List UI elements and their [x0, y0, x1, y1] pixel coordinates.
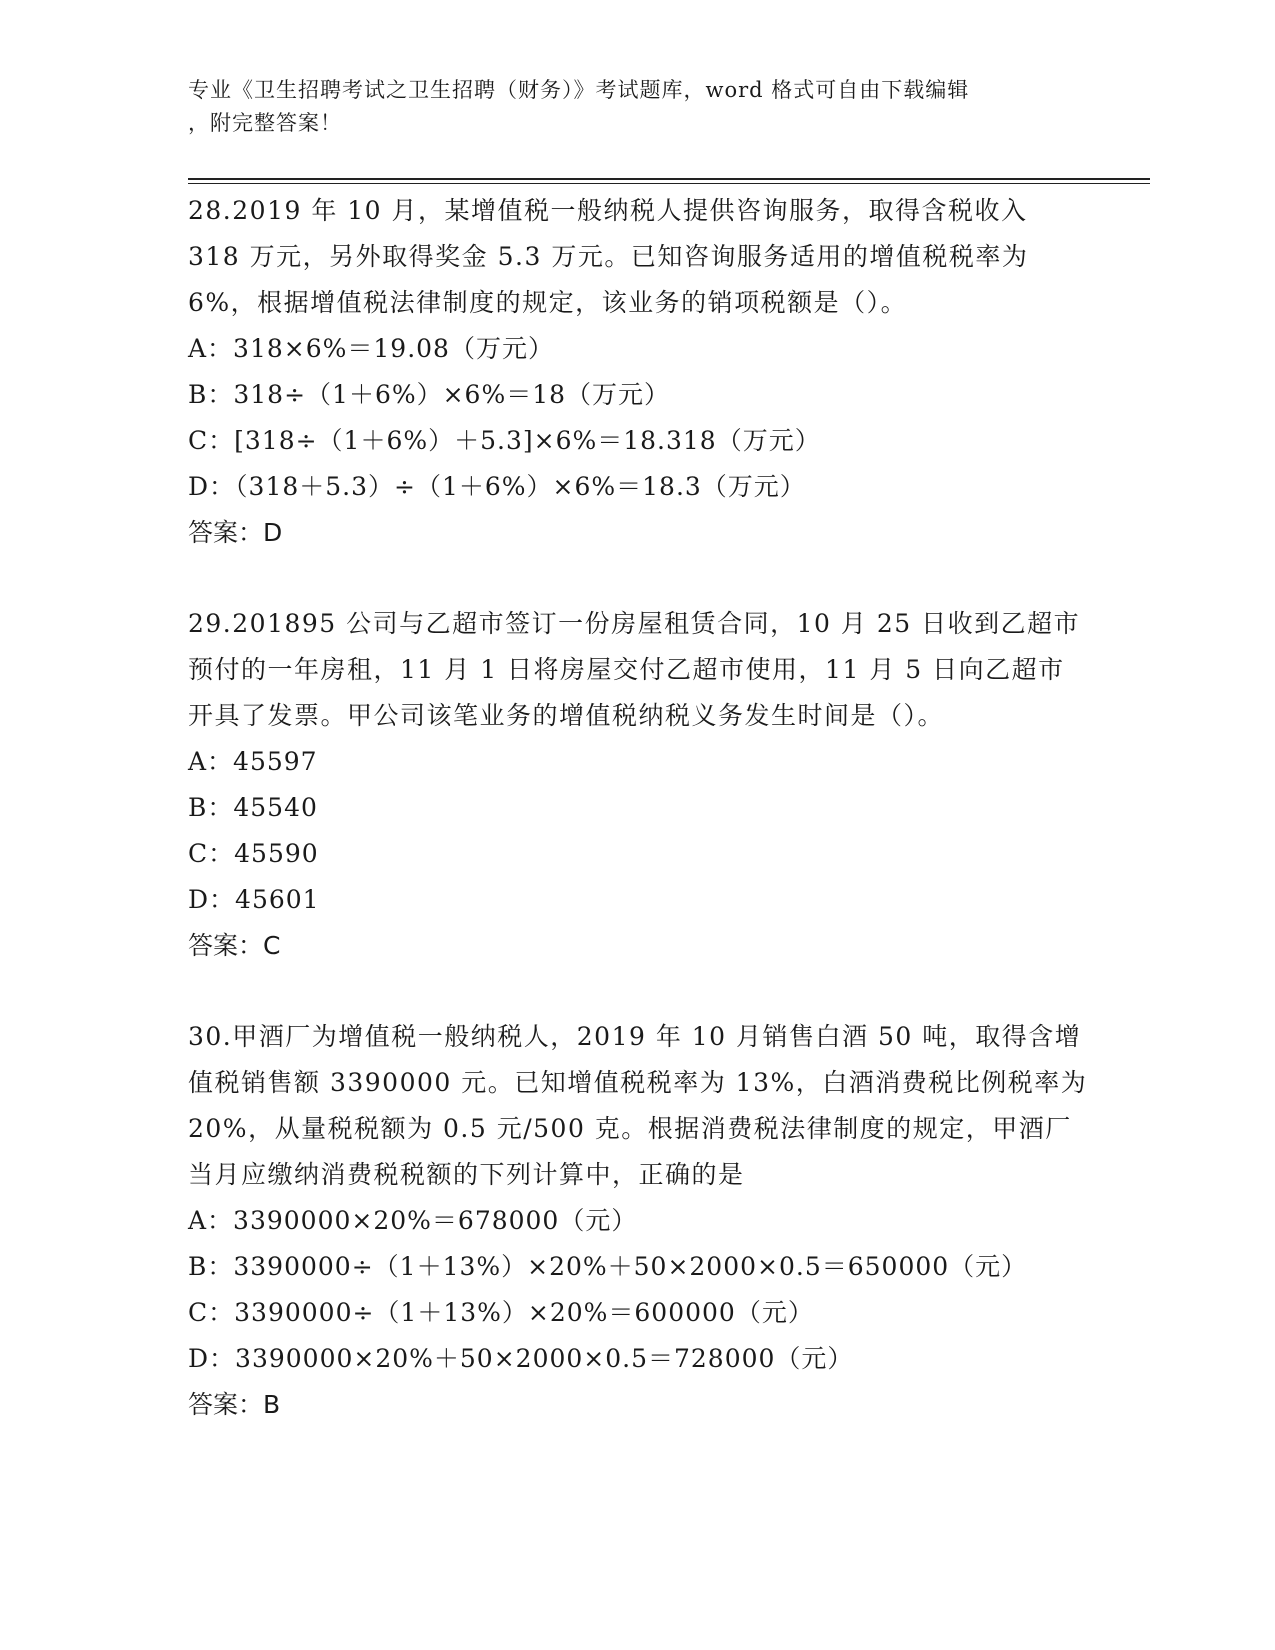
question-list — [188, 188, 1088, 1473]
option-c: C：[318÷（1＋6%）＋5.3]×6%＝18.318（万元） — [188, 426, 821, 455]
option-c: C：3390000÷（1＋13%）×20%＝600000（元） — [188, 1298, 814, 1327]
document-header — [188, 74, 1088, 140]
option-d: D：（318＋5.3）÷（1＋6%）×6%＝18.3（万元） — [188, 472, 806, 501]
question-text: 29.201895 公司与乙超市签订一份房屋租赁合同，10 月 25 日收到乙超市预付的一年房租，11 月 1 日将房屋交付乙超市使用，11 月 5 日向乙超市开具了发票。甲公司该笔业务的增值税纳税义务发生时间是（）。 — [188, 609, 1081, 730]
header-line-1: 专业《卫生招聘考试之卫生招聘（财务）》考试题库，word 格式可自由下载编辑 — [188, 78, 970, 102]
question-text: 28.2019 年 10 月，某增值税一般纳税人提供咨询服务，取得含税收入 318 万元，另外取得奖金 5.3 万元。已知咨询服务适用的增值税税率为 6%，根据增值税法律制度的规定，该业务的销项税额是（）。 — [188, 196, 1029, 317]
header-line-2: ，附完整答案！ — [188, 111, 342, 135]
question-text: 30.甲酒厂为增值税一般纳税人，2019 年 10 月销售白酒 50 吨，取得含增值税销售额 3390000 元。已知增值税税率为 13%，白酒消费税比例税率为 20%，从量税税额为 0.5 元/500 克。根据消费税法律制度的规定，甲酒厂当月应缴纳消费税税额的下列计算中，正确的是 — [188, 1022, 1088, 1189]
option-d: D：45601 — [188, 885, 320, 914]
answer: 答案：D — [188, 518, 283, 547]
header-divider-thin — [188, 183, 1150, 184]
option-a: A：318×6%＝19.08（万元） — [188, 334, 554, 363]
option-b: B：3390000÷（1＋13%）×20%＋50×2000×0.5＝650000（元） — [188, 1252, 1028, 1281]
option-b: B：45540 — [188, 793, 318, 822]
answer: 答案：C — [188, 931, 281, 960]
option-c: C：45590 — [188, 839, 319, 868]
option-b: B：318÷（1＋6%）×6%＝18（万元） — [188, 380, 671, 409]
question-30 — [188, 1014, 1088, 1428]
question-29 — [188, 601, 1088, 969]
header-divider-thick — [188, 178, 1150, 180]
question-28 — [188, 188, 1088, 556]
option-d: D：3390000×20%＋50×2000×0.5＝728000（元） — [188, 1344, 854, 1373]
option-a: A：3390000×20%＝678000（元） — [188, 1206, 638, 1235]
answer: 答案：B — [188, 1390, 281, 1419]
option-a: A：45597 — [188, 747, 318, 776]
